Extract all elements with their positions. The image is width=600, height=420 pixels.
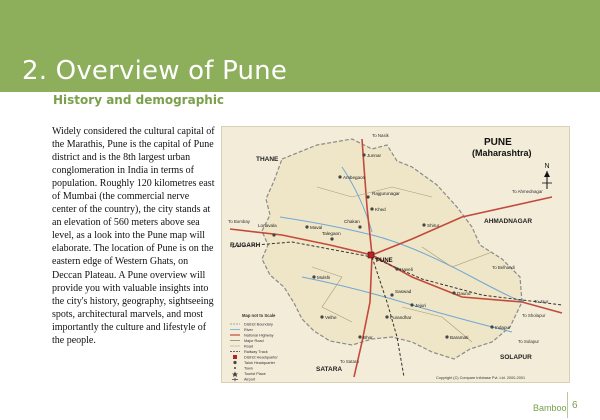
place-label-baramati: Baramati: [450, 335, 469, 340]
legend-item: Airport: [244, 377, 256, 382]
place-label-purandhar: Purandhar: [390, 315, 412, 320]
place-label-junnar: Junnar: [367, 153, 382, 158]
route-label-to-solapur: To Solapur: [518, 339, 539, 344]
body-paragraph: Widely considered the cultural capital of the Marathis, Pune is the capital of Pune district and is the 8th largest urban conglomeration in India in terms of population. Roughly 120 kilometres east of Mumbai (the commercial nerve center of the country), the city stands at an elevation of 560 meters above sea level, as a look into the Pune map will elaborate. The location of Pune is on the eastern edge of Western Ghats, on Deccan Plateau. A Pune overview will provide you with valuable insights into the city's history, geography, sightseeing spots, architectural marvels, and most importantly the culture and lifestyle of the people.: [52, 126, 215, 346]
place-label-maval: Maval: [310, 225, 323, 230]
district-outline: [262, 139, 522, 359]
legend-item: District Headquarter: [244, 355, 278, 360]
route-label-to-belhandi: To Belhandi: [492, 265, 515, 270]
map-title: PUNE: [484, 137, 512, 148]
pune-district-map: [221, 126, 570, 383]
north-arrow-icon: [542, 163, 552, 189]
svg-text:N: N: [544, 163, 550, 170]
region-label-raigarh: RAIGARH: [230, 242, 261, 249]
place-label-khed: Khed: [375, 207, 386, 212]
place-label-saswad: Saswad: [395, 289, 412, 294]
region-label-solapur: SOLAPUR: [500, 354, 532, 361]
legend-item: Road: [244, 344, 254, 349]
legend-item: Major Road: [244, 339, 264, 343]
map-copyright: Copyright (C) Compare Infobase Pvt. Ltd. 2000-2001: [436, 376, 526, 380]
map-subtitle: (Maharashtra): [472, 148, 532, 158]
region-label-satara: SATARA: [316, 366, 343, 373]
legend-item: District Boundary: [244, 322, 273, 327]
route-label-to-sholapur: To Sholapur: [522, 313, 546, 318]
place-label-chakan: Chakan: [344, 219, 360, 224]
place-label-pune: PUNE: [376, 258, 393, 264]
legend-item: Railway Track: [244, 350, 268, 354]
map-legend: [230, 313, 278, 382]
slide-subtitle: History and demographic: [53, 93, 225, 107]
place-label-indapur: Indapur: [495, 325, 511, 330]
route-label-to-ahmednagar: To Ahmednagar: [512, 189, 543, 194]
route-label-to-satara: To Satara: [340, 359, 359, 364]
footer-divider: [567, 392, 568, 418]
page-number: 6: [572, 400, 578, 411]
place-label-velhe: Velhe: [325, 315, 337, 320]
route-label-to-nasik: To Nasik: [372, 133, 389, 138]
legend-scale-label: Map not to Scale: [242, 313, 276, 318]
route-label-to-bombay: To Bombay: [228, 219, 250, 224]
place-label-shirur: Shirur: [427, 223, 440, 228]
region-label-ahmadnagar: AHMADNAGAR: [484, 218, 533, 225]
place-label-mulshi: Mulshi: [317, 275, 331, 280]
footer-brand: Bamboo: [533, 403, 567, 413]
legend-item: Town: [244, 366, 253, 371]
place-label-haveli: Haveli: [400, 267, 413, 272]
legend-item: National Highway: [244, 333, 274, 338]
place-label-bhor: Bhor: [363, 335, 373, 340]
place-label-lonavala: Lonavala: [258, 223, 277, 228]
place-label-ambegaon: Ambegaon: [343, 175, 366, 180]
region-label-thane: THANE: [256, 156, 279, 163]
pune-hq-marker: [368, 252, 374, 258]
legend-item: Taluk Headquarter: [244, 361, 276, 365]
place-label-jejuri: Jejuri: [415, 303, 426, 308]
route-label-to-jaur: To Jaur: [534, 299, 549, 304]
place-label-talegaon: Talegaon: [322, 231, 341, 236]
legend-item: Tourist Place: [244, 372, 266, 376]
place-label-daund: Daund: [457, 291, 471, 296]
slide-title: 2. Overview of Pune: [22, 56, 288, 86]
place-label-rajgurunagar: Rajgurunagar: [372, 191, 400, 196]
legend-item: River: [244, 328, 253, 332]
